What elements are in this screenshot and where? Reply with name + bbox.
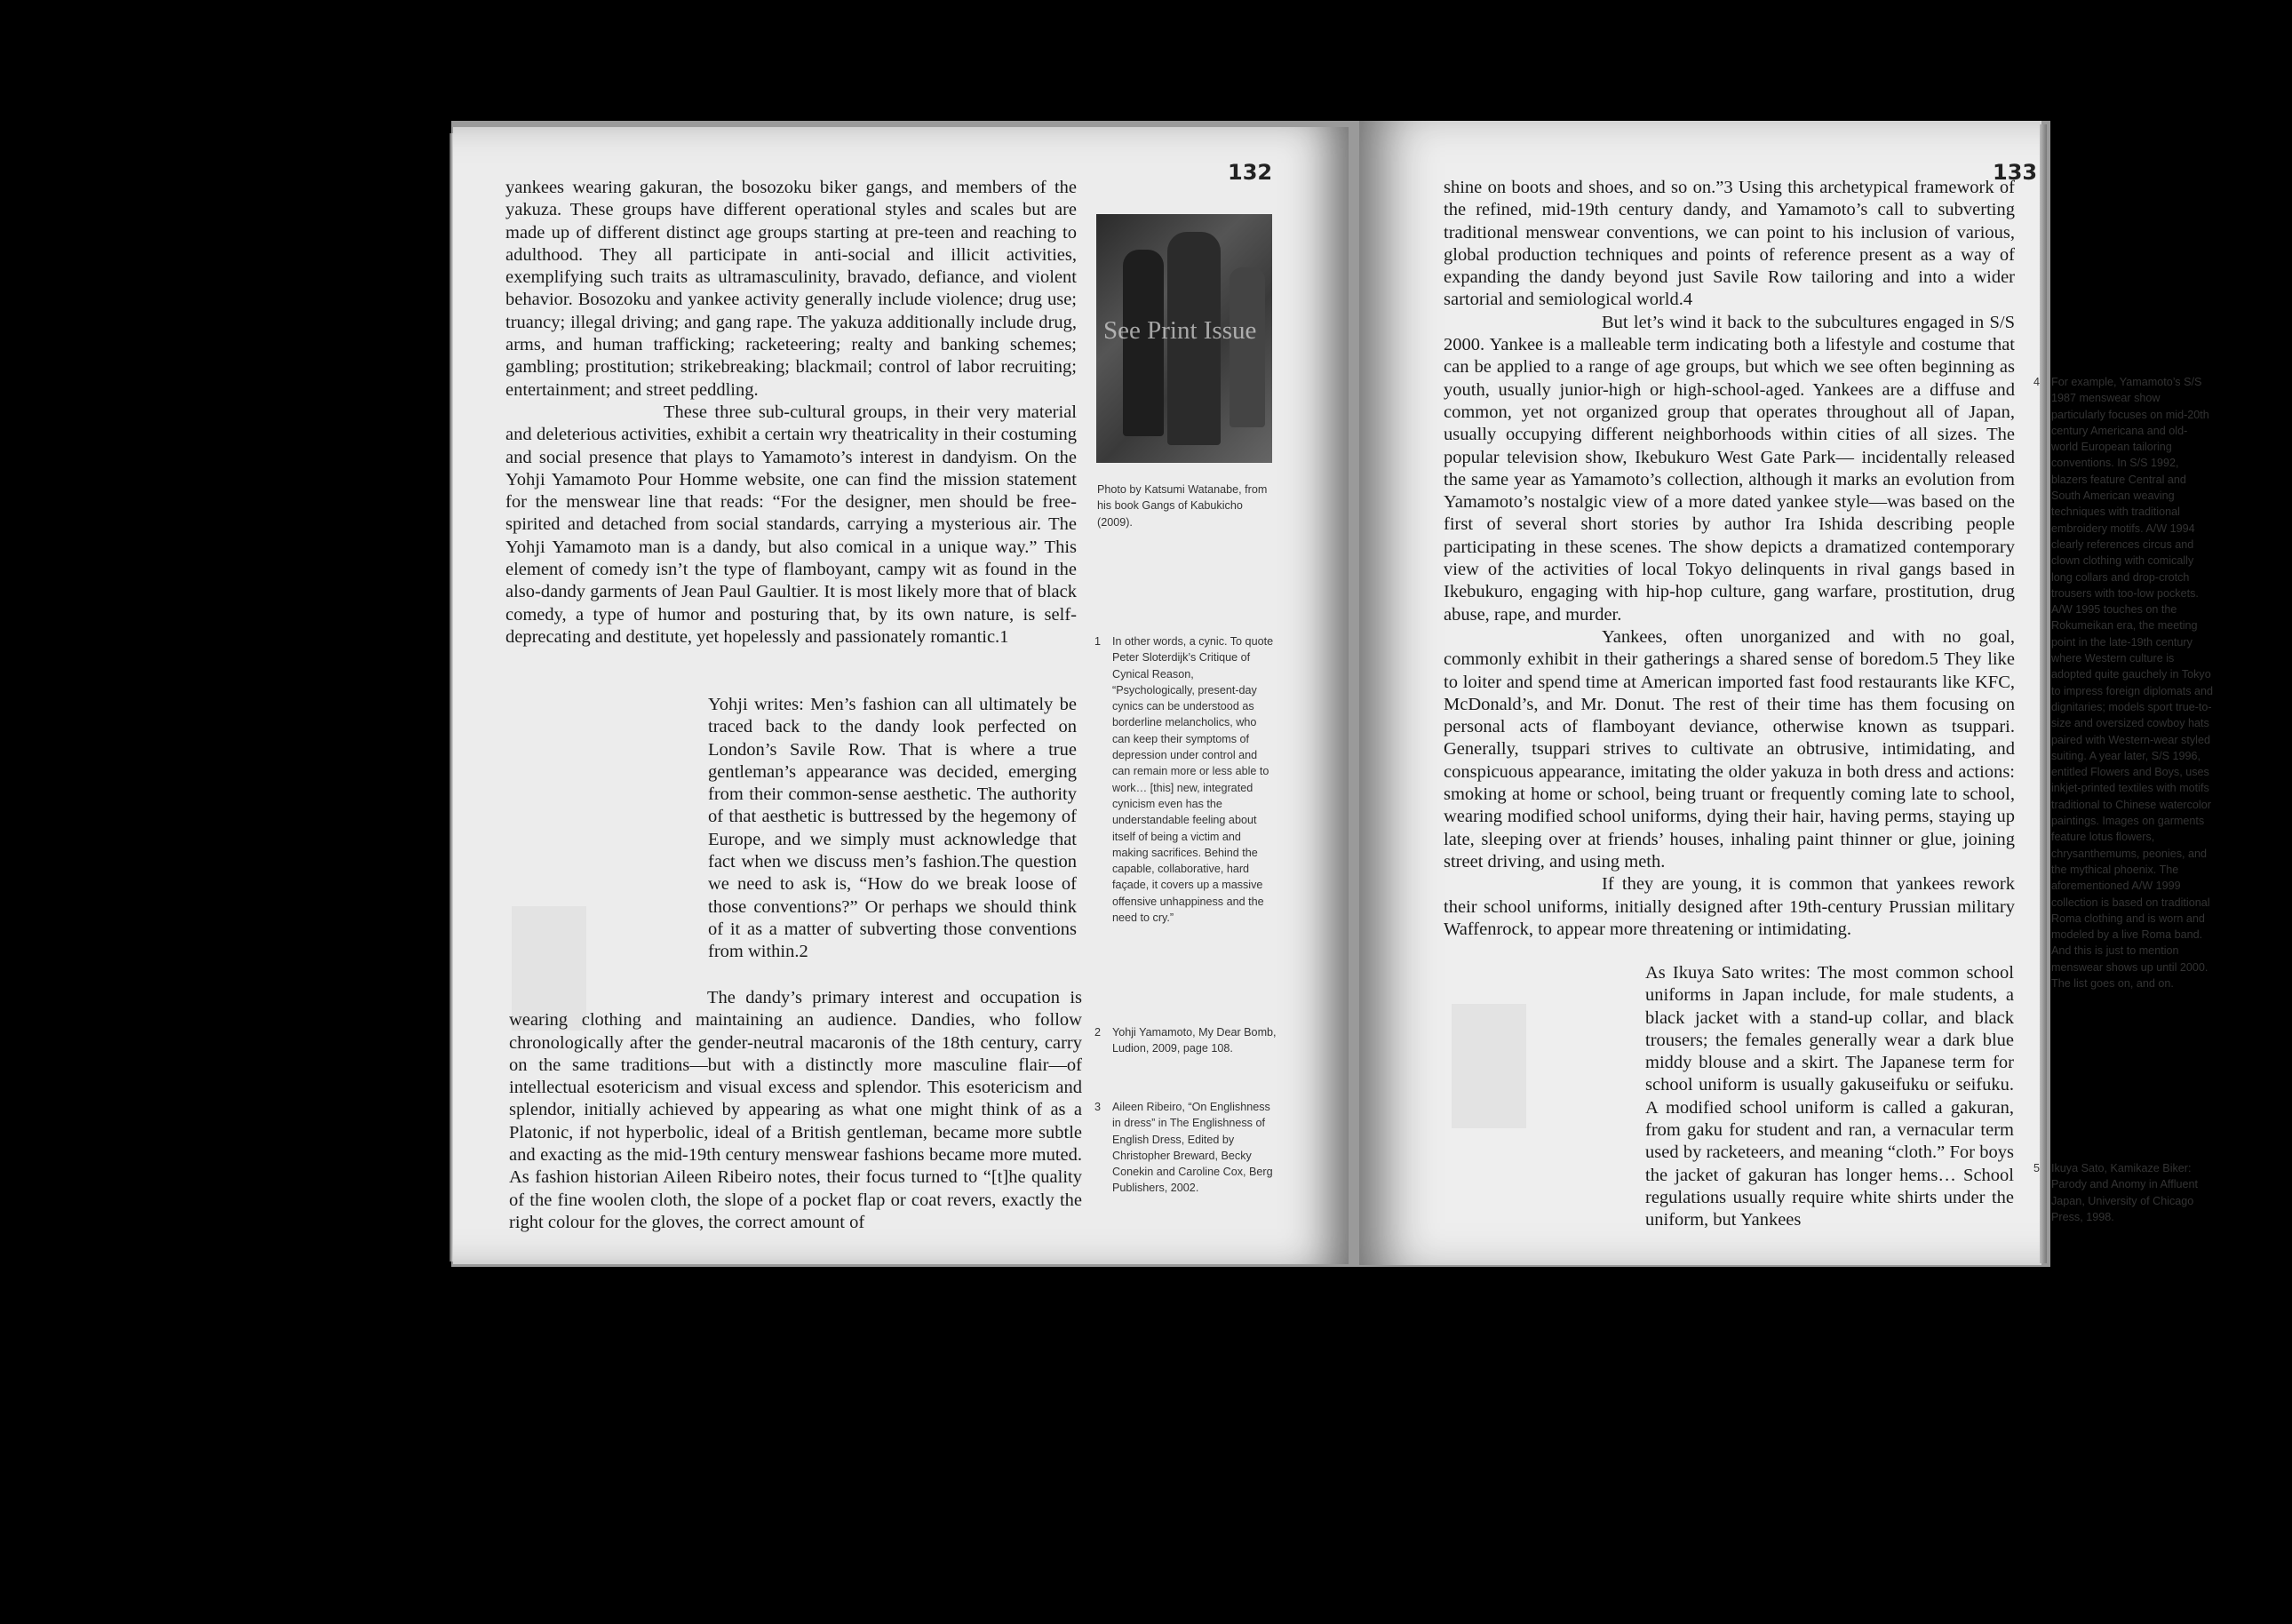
photo-stamp: See Print Issue — [1103, 316, 1257, 345]
page-number-right: 133 — [1993, 160, 2038, 185]
footnote-text: In other words, a cynic. To quote Peter Sloterdijk’s Critique of Cynical Reason, “Psychologically, present-day cynics can be understood as borderline melancholics, who can keep their symptoms of depression under control and can remain more or less able to work… [this] new, integrated cynicism even has the understandable feeling about itself of being a victim and making sacrifices. Behind the capable, collaborative, hard façade, it covers up a massive offensive unhappiness and the need to cry.” — [1112, 635, 1274, 925]
left-paragraph-2: These three sub-cultural groups, in their very material and deleterious activities, exhibit a certain wry theatricality in their costuming and social presence that plays to Yamamoto’s interest in dandyism. On the Yohji Yamamoto Pour Homme website, one can find the mission statement for the menswear line that reads: “For the designer, men should be free-spirited and detached from social standards, carrying a mysterious air. The Yohji Yamamoto man is a dandy, but also comical in a unique way.” This element of comedy isn’t the type of flamboyant, campy wit as found in the also-dandy garments of Jean Paul Gaultier. It is most likely more that of black comedy, a type of humor and posturing that, by its own nature, is self-deprecating and destitute, yet hopelessly and passionately romantic.1 — [505, 402, 1077, 647]
right-paragraph-3: Yankees, often unorganized and with no goal, commonly exhibit in their gatherings a shared sense of boredom.5 They like to loiter and spend time at American imported fast food restaurants like KFC, McDonald’s, and Mr. Donut. The rest of their time has them focusing on personal acts of flamboyant deviance, otherwise known as tsuppari. Generally, tsuppari strives to cultivate an obtrusive, intimidating, and conspicuous appearance, imitating the older yakuza in both dress and actions: smoking at home or school, being truant or frequently coming late to school, wearing modified school uniforms, dying their hair, having perms, staying up late, sleeping over at friends’ houses, inhaling paint thinner or glue, joining street driving, and using meth. — [1444, 626, 2015, 872]
footnote-text: For example, Yamamoto’s S/S 1987 menswear show particularly focuses on mid-20th century Americana and old-world European tailoring conventions. In S/S 1992, blazers feature Central and South American weaving techniques with traditional embroidery motifs. A/W 1994 clearly references circus and clown clothing with comically long collars and drop-crotch trousers with too-low pockets. A/W 1995 touches on the Rokumeikan era, the meeting point in the late-19th century where Western culture is adopted quite gauchely in Tokyo to impress foreign diplomats and dignitaries; models sport true-to-size and oversized cowboy hats paired with Western-wear styled suiting. A year later, S/S 1996, entitled Flowers and Boys, uses inkjet-printed textiles with motifs traditional to Chinese watercolor paintings. Images on garments feature lotus flowers, chrysanthemums, peonies, and the mythical phoenix. The aforementioned A/W 1999 collection is based on traditional Roma clothing and is worn and modeled by a live Roma band. And this is just to mention menswear shows up until 2000. The list goes on, and on. — [2051, 376, 2214, 990]
right-paragraph-4: If they are young, it is common that yankees rework their school uniforms, initially designed after 19th-century Prussian military Waffenrock, to appear more threatening or intimidating. — [1444, 874, 2015, 939]
left-block-quote: Yohji writes: Men’s fashion can all ultimately be traced back to the dandy look perfected on London’s Savile Row. That is where a true gentleman’s appearance was decided, emerging from their common-sense aesthetic. The authority of that aesthetic is buttressed by the hegemony of Europe, and we simply must acknowledge that fact when we discuss men’s fashion.The question we need to ask is, “How do we break loose of those conventions?” Or perhaps we should think of it as a matter of subverting those conventions from within.2 — [708, 695, 1077, 962]
footnote-number: 2 — [1094, 1026, 1102, 1039]
footnote-text: Yohji Yamamoto, My Dear Bomb, Ludion, 2009, page 108. — [1112, 1026, 1277, 1055]
footnote-number: 4 — [2033, 376, 2041, 388]
photo-placeholder — [1096, 214, 1272, 463]
footnote-text: Ikuya Sato, Kamikaze Biker: Parody and Anomy in Affluent Japan, University of Chicago Press, 1998. — [2051, 1162, 2198, 1223]
right-paragraph-2: But let’s wind it back to the subcultures engaged in S/S 2000. Yankee is a malleable term indicating both a lifestyle and costume that can be applied to a range of age groups, but which we see often beginning as youth, usually junior-high or high-school-aged. Yankees are a diffuse and common, yet not organized group that operates throughout all of Japan, usually occupying different neighborhoods within cities of all sizes. The popular television show, Ikebukuro West Gate Park— incidentally released the same year as Yamamoto’s collection, although it marks an evolution from Yamamoto’s nostalgic view of a more dated yankee style—was based on the first of several short stories by author Ira Ishida describing people participating in these scenes. The show depicts a dramatized contemporary view of the activities of local Tokyo delinquents in rival gangs based in Ikebukuro, engaging with hip-hop culture, gang warfare, prostitution, drug abuse, rape, and murder. — [1444, 312, 2015, 625]
photo-caption: Photo by Katsumi Watanabe, from his book Gangs of Kabukicho (2009). — [1097, 483, 1268, 529]
right-shadow-box — [1452, 1004, 1526, 1128]
footnote-number: 1 — [1094, 635, 1102, 648]
photo-figure — [1230, 267, 1265, 427]
footnote-number: 5 — [2033, 1162, 2041, 1174]
left-paragraph-3: The dandy’s primary interest and occupation is wearing clothing and maintaining an audience. Dandies, who follow chronologically after the gender-neutral macaronis of the 18th century, carry on the same traditions—but with a distinctly more masculine flair—of intellectual esotericism and visual excess and splendor. This esotericism and splendor, initially achieved by appearing as what one might think of as a Platonic, if not hyperbolic, ideal of a British gentleman, became more subtle and exacting as the mid-19th century menswear fashions became more muted. As fashion historian Aileen Ribeiro notes, their focus turned to “[t]he quality of the fine woolen cloth, the slope of a pocket flap or coat revers, exactly the right colour for the gloves, the correct amount of — [509, 988, 1082, 1232]
left-body-top — [505, 177, 1077, 649]
right-page-edges — [2040, 124, 2047, 1263]
footnote-number: 3 — [1094, 1101, 1102, 1113]
right-paragraph-1: shine on boots and shoes, and so on.”3 Using this archetypical framework of the refined, mid-19th century dandy, and Yamamoto’s call to subverting traditional menswear conventions, we can point to his inclusion of various, global production techniques and points of reference present as a way of expanding the dandy beyond just Savile Row tailoring and into a wider sartorial and semiological world.4 — [1444, 178, 2015, 310]
left-paragraph-1: yankees wearing gakuran, the bosozoku biker gangs, and members of the yakuza. These groups have different operational styles and scales but are made up of different distinct age groups starting at pre-teen and reaching to adulthood. They all participate in anti-social and illicit activities, exemplifying such traits as ultramasculinity, bravado, defiance, and violent behavior. Bosozoku and yankee activity generally include violence; drug use; truancy; illegal driving; and gang rape. The yakuza additionally include drug, arms, and human trafficking; racketeering; realty and banking schemes; gambling; prostitution; strikebreaking; blackmail; control of labor recruiting; entertainment; and street peddling. — [505, 178, 1077, 400]
right-block-quote: As Ikuya Sato writes: The most common school uniforms in Japan include, for male students, a black jacket with a stand-up collar, and black trousers; the females generally wear a dark blue middy blouse and a skirt. The Japanese term for school uniform is usually gakuseifuku or seifuku. A modified school uniform is called a gakuran, from gaku for student and ran, a vernacular term used by racketeers, and meaning “cloth.” For boys the jacket of gakuran has longer hems… School regulations usually require white shirts under the uniform, but Yankees — [1645, 963, 2014, 1230]
page-number-left: 132 — [1228, 160, 1273, 185]
right-body — [1444, 177, 2015, 941]
footnote-text: Aileen Ribeiro, “On Englishness in dress” in The Englishness of English Dress, Edited by Christopher Breward, Becky Conekin and Caroline Cox, Berg Publishers, 2002. — [1112, 1101, 1273, 1195]
